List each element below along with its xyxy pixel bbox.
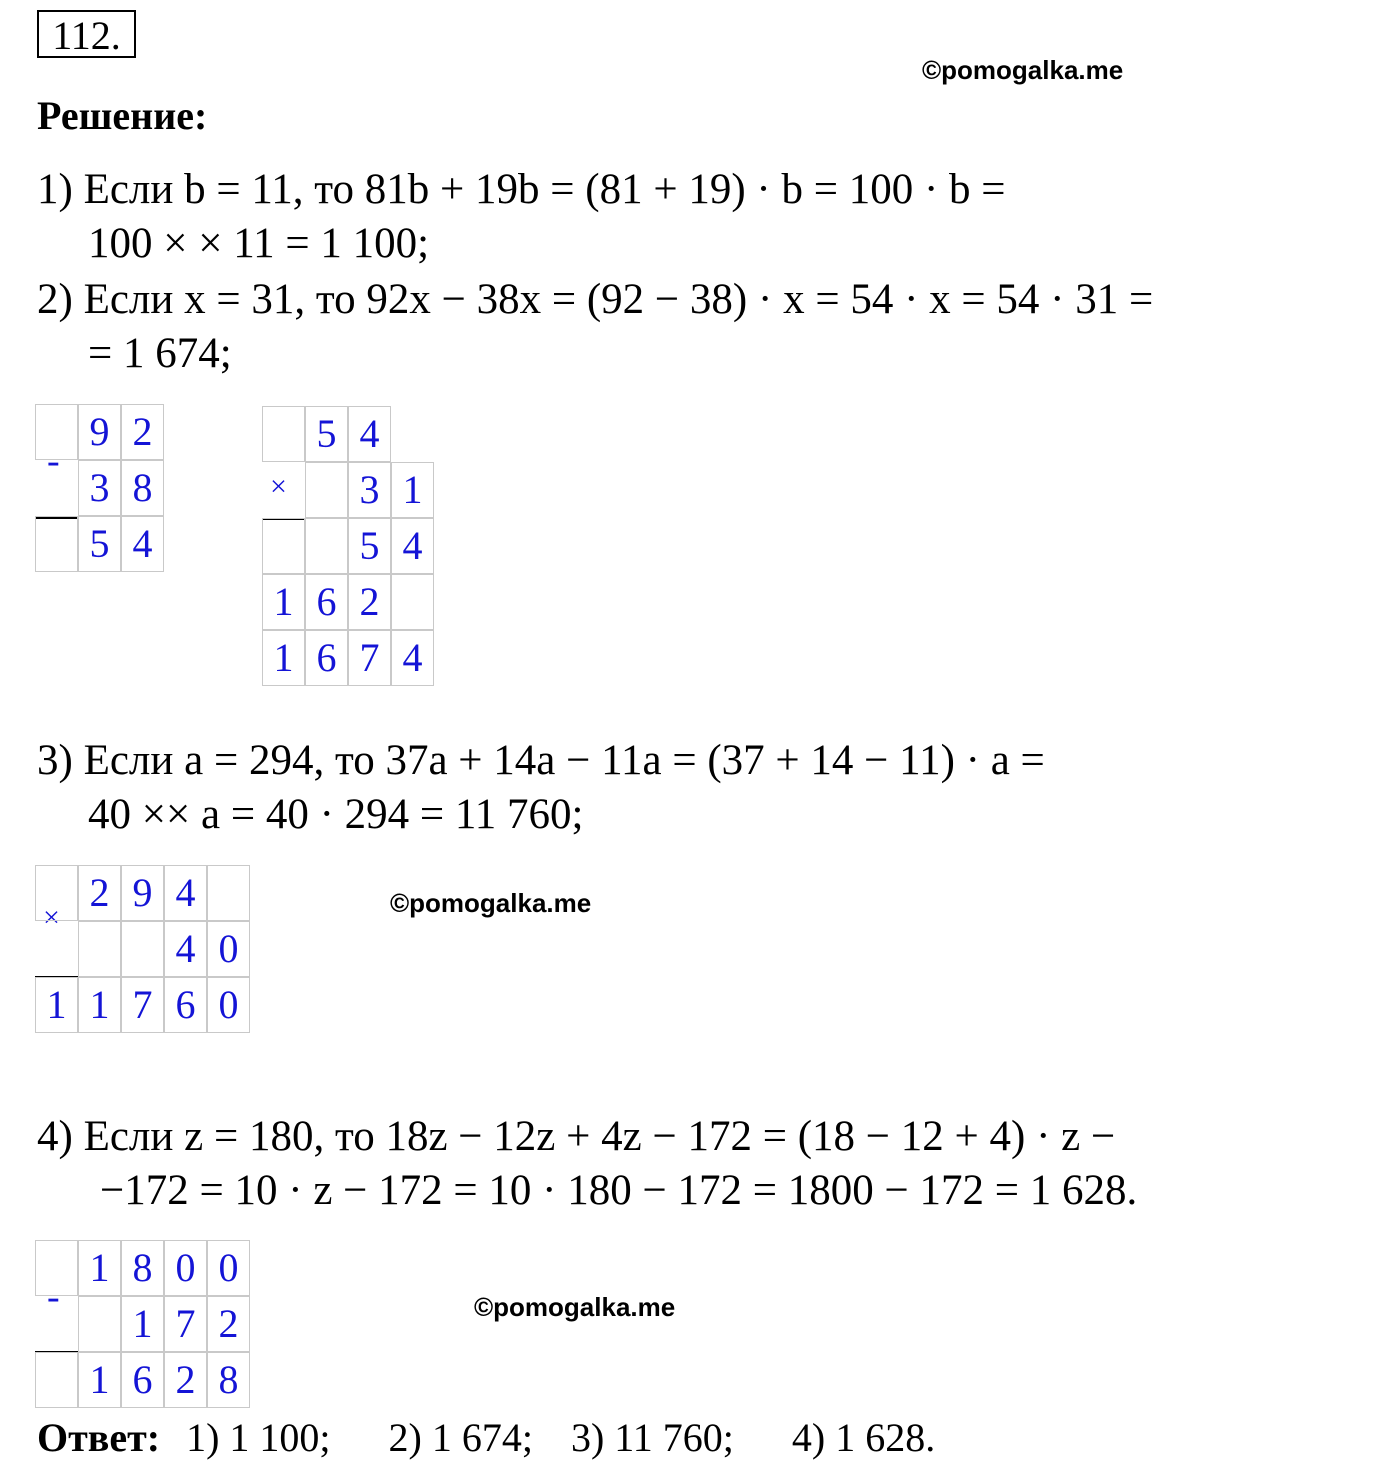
digit-cell bbox=[262, 518, 305, 574]
digit-cell: 2 bbox=[121, 404, 164, 460]
digit-cell: 0 bbox=[207, 977, 250, 1033]
digit-cell: 7 bbox=[121, 977, 164, 1033]
problem-number: 112. bbox=[37, 10, 136, 58]
digit-cell: 5 bbox=[78, 516, 121, 572]
answer-4: 4) 1 628. bbox=[791, 1415, 936, 1460]
answer-line bbox=[37, 1414, 935, 1461]
digit-cell: 0 bbox=[207, 1240, 250, 1296]
digit-cell: 0 bbox=[207, 921, 250, 977]
answer-3: 3) 11 760; bbox=[570, 1415, 734, 1460]
watermark-bottom: ©pomogalka.me bbox=[474, 1292, 676, 1322]
digit-cell: 5 bbox=[305, 406, 348, 462]
digit-cell: 6 bbox=[121, 1352, 164, 1408]
digit-cell: 6 bbox=[305, 630, 348, 686]
digit-cell: 1 bbox=[78, 977, 121, 1033]
digit-cell: 0 bbox=[164, 1240, 207, 1296]
digit-cell: 8 bbox=[121, 1240, 164, 1296]
digit-cell: 1 bbox=[391, 462, 434, 518]
digit-cell: 2 bbox=[78, 865, 121, 921]
digit-cell: 1 bbox=[262, 574, 305, 630]
digit-cell: 7 bbox=[348, 630, 391, 686]
digit-cell: 8 bbox=[121, 460, 164, 516]
digit-cell bbox=[35, 865, 78, 921]
times-sign: × bbox=[270, 470, 287, 503]
digit-cell bbox=[35, 1352, 78, 1408]
digit-cell bbox=[262, 406, 305, 462]
digit-cell: 4 bbox=[391, 630, 434, 686]
answer-label: Ответ: bbox=[37, 1415, 161, 1460]
digit-cell bbox=[78, 921, 121, 977]
digit-cell: 3 bbox=[348, 462, 391, 518]
digit-cell bbox=[121, 921, 164, 977]
digit-cell: 4 bbox=[348, 406, 391, 462]
digit-cell: 6 bbox=[164, 977, 207, 1033]
digit-cell: 4 bbox=[164, 865, 207, 921]
digit-cell bbox=[207, 865, 250, 921]
digit-cell bbox=[35, 1240, 78, 1296]
digit-cell: 1 bbox=[78, 1352, 121, 1408]
digit-cell: 1 bbox=[262, 630, 305, 686]
digit-cell: 4 bbox=[164, 921, 207, 977]
digit-cell bbox=[35, 516, 78, 572]
digit-cell: 7 bbox=[164, 1296, 207, 1352]
step3-line1: 3) Если a = 294, то 37a + 14a − 11a = (37 + 14 − 11) · a = bbox=[37, 737, 1045, 784]
step3-line2: 40 ×× a = 40 · 294 = 11 760; bbox=[88, 791, 584, 838]
digit-cell bbox=[35, 404, 78, 460]
watermark-middle: ©pomogalka.me bbox=[390, 888, 592, 918]
answer-2: 2) 1 674; bbox=[388, 1415, 533, 1460]
minus-sign: - bbox=[47, 440, 60, 482]
times-sign: × bbox=[43, 901, 60, 934]
digit-cell: 8 bbox=[207, 1352, 250, 1408]
digit-cell: 6 bbox=[305, 574, 348, 630]
step1-line2: 100 × × 11 = 1 100; bbox=[88, 220, 430, 267]
digit-cell: 1 bbox=[121, 1296, 164, 1352]
step1-line1: 1) Если b = 11, то 81b + 19b = (81 + 19) · b = 100 · b = bbox=[37, 166, 1006, 213]
step4-line1: 4) Если z = 180, то 18z − 12z + 4z − 172 = (18 − 12 + 4) · z − bbox=[37, 1113, 1116, 1160]
step2-line1: 2) Если x = 31, то 92x − 38x = (92 − 38) · x = 54 · x = 54 · 31 = bbox=[37, 276, 1154, 323]
digit-cell: 2 bbox=[207, 1296, 250, 1352]
digit-cell: 1 bbox=[78, 1240, 121, 1296]
solution-heading: Решение: bbox=[37, 93, 208, 138]
step2-line2: = 1 674; bbox=[88, 330, 232, 377]
digit-cell bbox=[305, 518, 348, 574]
answer-1: 1) 1 100; bbox=[186, 1415, 331, 1460]
digit-cell: 9 bbox=[121, 865, 164, 921]
digit-cell: 4 bbox=[391, 518, 434, 574]
digit-cell: 3 bbox=[78, 460, 121, 516]
digit-cell: 4 bbox=[121, 516, 164, 572]
digit-cell bbox=[391, 574, 434, 630]
digit-cell bbox=[78, 1296, 121, 1352]
minus-sign: - bbox=[47, 1276, 60, 1318]
digit-cell: 1 bbox=[35, 977, 78, 1033]
digit-cell: 2 bbox=[348, 574, 391, 630]
digit-cell: 9 bbox=[78, 404, 121, 460]
step4-line2: −172 = 10 · z − 172 = 10 · 180 − 172 = 1800 − 172 = 1 628. bbox=[100, 1167, 1138, 1214]
digit-cell: 5 bbox=[348, 518, 391, 574]
digit-cell bbox=[305, 462, 348, 518]
watermark-top: ©pomogalka.me bbox=[922, 55, 1124, 85]
digit-cell: 2 bbox=[164, 1352, 207, 1408]
